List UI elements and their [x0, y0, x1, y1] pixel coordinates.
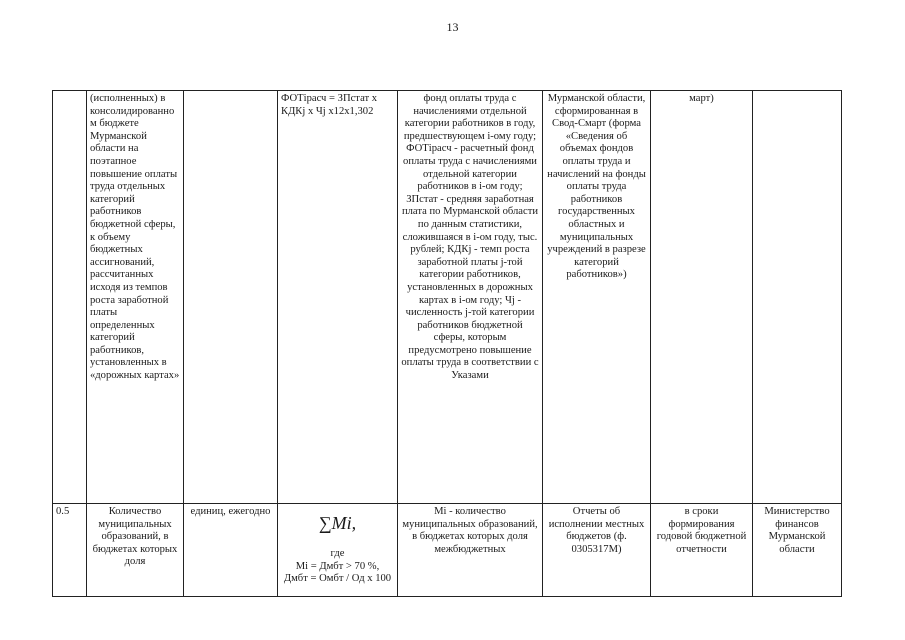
formula-cell: ФОТiрасч = ЗПстат х КДКj х Чj х12х1,302 [278, 91, 398, 504]
responsible-cell [753, 91, 842, 504]
unit-cell: единиц, ежегодно [184, 504, 278, 597]
formula-cell [278, 504, 398, 597]
formula-where: где [330, 548, 345, 559]
page-number: 13 [446, 20, 459, 34]
formula-line-1: Mi = Дмбт > 70 %, [295, 560, 380, 572]
sum-formula: ∑Mi, [318, 513, 357, 533]
description-cell: фонд оплаты труда с начислениями отдельной категории работников в году, предшествующем i-ому году; ФОТiрасч - расчетный фонд оплаты труда с начислениями отдельной категории работников в i-ом году; ЗПстат - средняя заработная плата по Мурманской области по данным статистики, сложившаяся в i-ом году, тыс. рублей; КДКj - темп роста заработной платы j-той категории работников, установленных в дорожных картах в i-ом году; Чj - численность j-той категории работников бюджетной сферы, которым предусмотрено повышение оплаты труда в соответствии с Указами [398, 91, 543, 504]
deadline-cell: март) [651, 91, 753, 504]
formula-line-2: Дмбт = Омбт / Од х 100 [283, 573, 392, 585]
table-row [53, 504, 842, 597]
indicator-name-cell: Количество муниципальных образований, в бюджетах которых доля [87, 504, 184, 597]
description-cell: Mi - количество муниципальных образований, в бюджетах которых доля межбюджетных [398, 504, 543, 597]
unit-cell [184, 91, 278, 504]
source-cell: Мурманской области, сформированная в Свод-Смарт (форма «Сведения об объемах фондов оплаты труда и начислений на фонды оплаты труда работников государственных областных и муниципальных учреждений в разрезе категорий работников») [543, 91, 651, 504]
row-number-cell [53, 91, 87, 504]
source-cell: Отчеты об исполнении местных бюджетов (ф. 0305317М) [543, 504, 651, 597]
responsible-cell: Министерство финансов Мурманской области [753, 504, 842, 597]
indicator-name-cell: (исполненных) в консолидированном бюджете Мурманской области на поэтапное повышение оплаты труда отдельных категорий работников бюджетной сферы, к объему бюджетных ассигнований, рассчитанных исходя из темпов роста заработной платы определенных категорий работников, установленных в «дорожных картах» [87, 91, 184, 504]
deadline-cell: в сроки формирования годовой бюджетной отчетности [651, 504, 753, 597]
indicator-table [52, 90, 842, 597]
table-row [53, 91, 842, 504]
row-number-cell: 0.5 [53, 504, 87, 597]
